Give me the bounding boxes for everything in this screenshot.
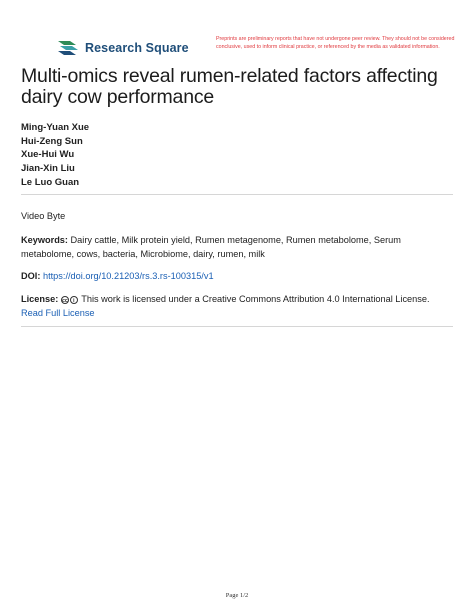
license-label: License: [21, 294, 59, 304]
header [56, 36, 456, 62]
by-icon: i [70, 296, 78, 304]
brand-name: Research Square [85, 41, 189, 55]
author-name: Jian-Xin Liu [21, 163, 75, 175]
video-byte: Video Byte [21, 211, 66, 221]
paper-title: Multi-omics reveal rumen-related factors affecting dairy cow performance [21, 65, 438, 108]
keywords-value: Dairy cattle, Milk protein yield, Rumen metagenome, Rumen metabolome, Serum metabolome, cows, bacteria, Microbiome, dairy, rumen, milk [21, 235, 401, 259]
author-name: Le Luo Guan [21, 176, 80, 188]
page-number: Page 1/2 [225, 592, 249, 599]
license-text: This work is licensed under a Creative Commons Attribution 4.0 International License. [81, 294, 430, 304]
keywords-label: Keywords: [21, 235, 68, 245]
doi-label: DOI: [21, 271, 41, 281]
research-square-logo[interactable] [56, 38, 189, 58]
license [21, 292, 453, 320]
doi [21, 269, 453, 283]
doi-link[interactable]: https://doi.org/10.21203/rs.3.rs-100315/v1 [42, 271, 214, 281]
research-square-logo-icon [56, 38, 80, 58]
author-name: Ming-Yuan Xue [21, 122, 90, 133]
divider [21, 326, 453, 327]
preprint-notice: Preprints are preliminary reports that have not undergone peer review. They should not be considered conclusive, used to inform clinical practice, or referenced by the media as validated information. [216, 36, 455, 50]
divider [21, 194, 453, 195]
author-list [21, 121, 89, 190]
cc-icon: cc [62, 297, 68, 304]
author-name: Xue-Hui Wu [21, 149, 75, 161]
keywords [21, 233, 453, 261]
read-full-license-link[interactable]: Read Full License [21, 308, 95, 318]
author-name: Hui-Zeng Sun [21, 135, 83, 147]
